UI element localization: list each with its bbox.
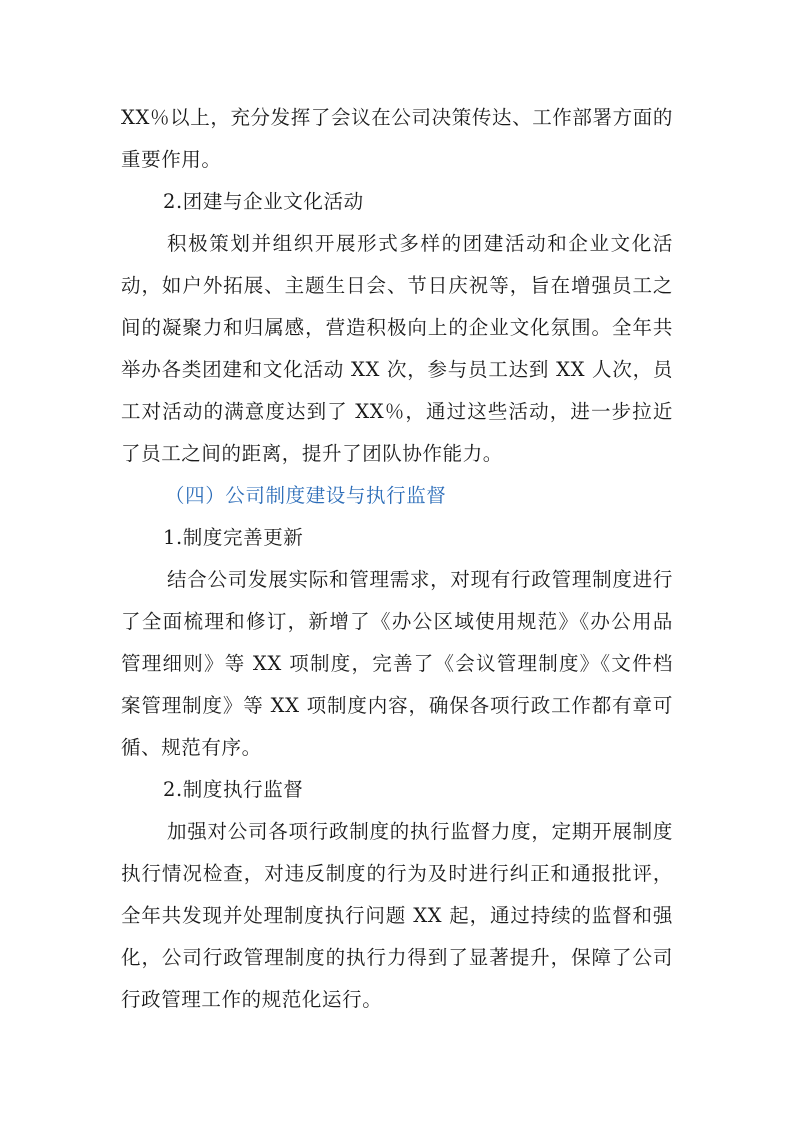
paragraph-line: 间的凝聚力和归属感，营造积极向上的企业文化氛围。全年共 (121, 316, 673, 339)
document-page (121, 97, 673, 1021)
subheading-policy-supervision: 2.制度执行监督 (163, 778, 304, 801)
paragraph-line: 化，公司行政管理制度的执行力得到了显著提升，保障了公司 (121, 946, 673, 969)
paragraph-line: 加强对公司各项行政制度的执行监督力度，定期开展制度 (167, 820, 673, 843)
paragraph-team-building (121, 223, 673, 475)
paragraph-line: 了全面梳理和修订，新增了《办公区域使用规范》《办公用品 (121, 610, 673, 633)
subheading-team-building: 2.团建与企业文化活动 (163, 190, 364, 213)
paragraph-line: 行政管理工作的规范化运行。 (121, 988, 383, 1011)
paragraph-line: 重要作用。 (121, 148, 222, 171)
section-heading-4: （四）公司制度建设与执行监督 (165, 484, 447, 507)
paragraph-line: 了员工之间的距离，提升了团队协作能力。 (121, 442, 503, 465)
paragraph-line: 结合公司发展实际和管理需求，对现有行政管理制度进行 (167, 568, 673, 591)
paragraph-policy-supervision (121, 811, 673, 1021)
paragraph-line: 案管理制度》等 XX 项制度内容，确保各项行政工作都有章可 (121, 694, 673, 717)
paragraph-line: XX％以上，充分发挥了会议在公司决策传达、工作部署方面的 (121, 106, 673, 129)
paragraph-line: 积极策划并组织开展形式多样的团建活动和企业文化活 (167, 232, 673, 255)
paragraph-line: 全年共发现并处理制度执行问题 XX 起，通过持续的监督和强 (121, 904, 673, 927)
paragraph-line: 循、规范有序。 (121, 736, 262, 759)
paragraph-line: 举办各类团建和文化活动 XX 次，参与员工达到 XX 人次，员 (121, 358, 673, 381)
subheading-policy-update: 1.制度完善更新 (163, 526, 304, 549)
paragraph-line: 工对活动的满意度达到了 XX％，通过这些活动，进一步拉近 (121, 400, 673, 423)
paragraph-line: 管理细则》等 XX 项制度，完善了《会议管理制度》《文件档 (121, 652, 673, 675)
paragraph-line: 动，如户外拓展、主题生日会、节日庆祝等，旨在增强员工之 (121, 274, 673, 297)
paragraph-policy-update (121, 559, 673, 769)
paragraph-meeting-effect (121, 97, 673, 181)
paragraph-line: 执行情况检查，对违反制度的行为及时进行纠正和通报批评， (121, 862, 673, 885)
